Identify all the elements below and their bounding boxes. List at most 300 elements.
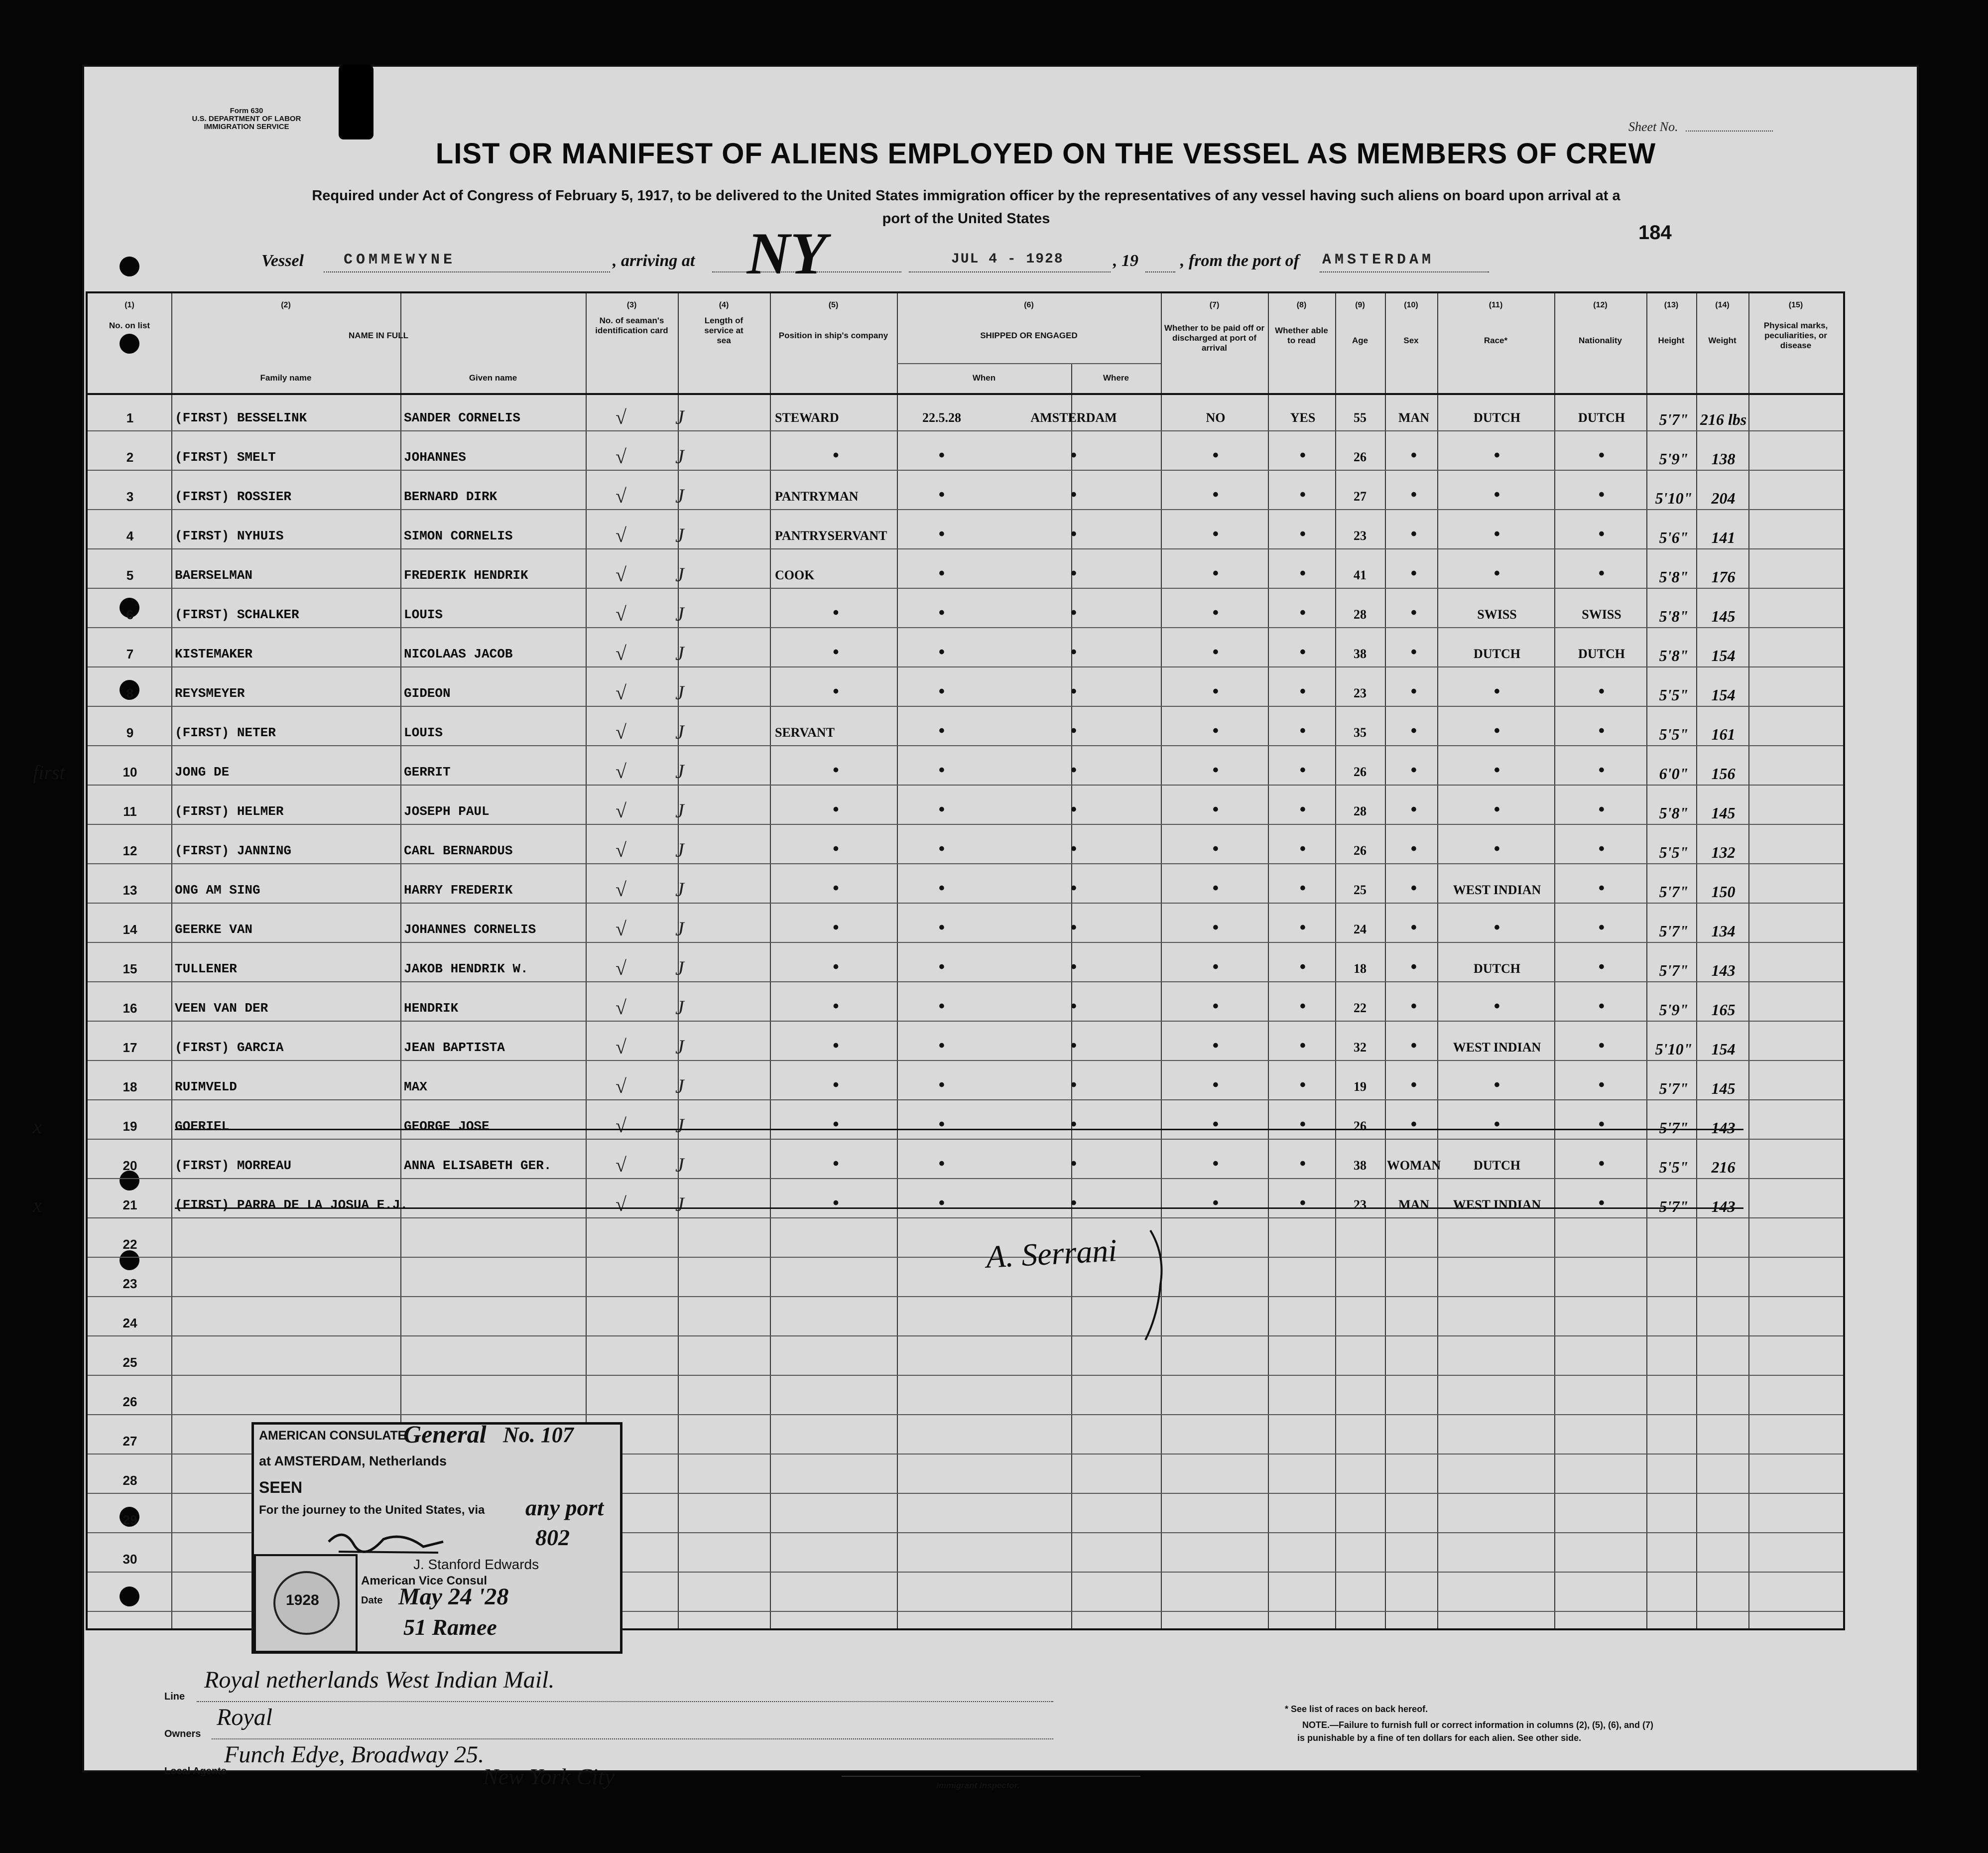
height-value: 5'8": [1659, 568, 1689, 586]
family-name: (FIRST) JANNING: [175, 843, 292, 858]
weight-value: 143: [1711, 961, 1736, 979]
height-value: 5'7": [1659, 961, 1689, 979]
col-number: (15): [1788, 301, 1803, 309]
family-name: (FIRST) SMELT: [175, 450, 276, 465]
subtitle-line: port of the United States: [882, 211, 1050, 227]
ditto-mark: •: [1300, 1115, 1306, 1134]
family-name: GEERKE VAN: [175, 922, 253, 937]
ditto-mark: •: [1071, 918, 1077, 937]
year-blank: [1145, 271, 1175, 272]
row-number: 27: [123, 1434, 137, 1449]
row-rule: [88, 745, 1843, 746]
ditto-mark: •: [1411, 446, 1417, 465]
ditto-mark: •: [833, 1075, 839, 1094]
ditto-mark: •: [1213, 957, 1219, 976]
ditto-mark: •: [1213, 1075, 1219, 1094]
ditto-mark: •: [939, 1193, 945, 1212]
row-number: 12: [123, 843, 137, 858]
height-value: 5'8": [1659, 804, 1689, 822]
sheet-no-blank: [1686, 131, 1773, 132]
agents-city: New York City: [483, 1764, 615, 1789]
ditto-mark: •: [1300, 879, 1306, 898]
weight-value: 145: [1711, 607, 1736, 625]
row-number: 9: [126, 725, 134, 740]
weight-value: 141: [1711, 529, 1736, 546]
col-length-service: Length of service at sea: [704, 316, 744, 345]
ditto-mark: •: [1213, 643, 1219, 662]
position-value: STEWARD: [775, 410, 839, 425]
id-card-check: √: [616, 799, 626, 822]
port-blank: [1320, 271, 1489, 272]
ditto-mark: •: [1599, 721, 1605, 740]
age-value: 26: [1354, 1119, 1367, 1133]
col-weight: Weight: [1708, 336, 1737, 345]
family-name: ONG AM SING: [175, 883, 260, 898]
family-name: (FIRST) BESSELINK: [175, 410, 307, 425]
ditto-mark: •: [1599, 997, 1605, 1016]
row-number: 2: [126, 450, 134, 465]
service-check: J: [675, 1114, 684, 1137]
col-number: (5): [828, 301, 839, 309]
row-number: 11: [123, 804, 137, 819]
race-value: DUTCH: [1474, 961, 1520, 976]
service-check: J: [675, 1036, 684, 1058]
date-blank: [909, 271, 1111, 272]
family-name: (FIRST) ROSSIER: [175, 489, 292, 504]
row-rule: [88, 785, 1843, 786]
row-number: 3: [126, 489, 134, 504]
row-number: 7: [126, 647, 134, 662]
age-value: 26: [1354, 765, 1367, 779]
ditto-mark: •: [1213, 879, 1219, 898]
stamp-line4: For the journey to the United States, via: [259, 1503, 485, 1517]
weight-value: 165: [1711, 1001, 1736, 1019]
col-number: (14): [1715, 301, 1730, 309]
age-value: 27: [1354, 489, 1367, 504]
ditto-mark: •: [1494, 918, 1500, 937]
port-value: AMSTERDAM: [1322, 252, 1435, 268]
service-check: J: [675, 918, 684, 940]
row-rule: [88, 824, 1843, 825]
ditto-mark: •: [833, 957, 839, 976]
col-able-read: Whether able to read: [1275, 326, 1328, 345]
ditto-mark: •: [1411, 997, 1417, 1016]
weight-value: 143: [1711, 1197, 1736, 1215]
weight-value: 138: [1711, 450, 1736, 468]
read-value: YES: [1290, 410, 1316, 425]
ditto-mark: •: [1411, 957, 1417, 976]
height-value: 5'7": [1659, 1079, 1689, 1097]
ditto-mark: •: [1494, 839, 1500, 858]
given-name: NICOLAAS JACOB: [404, 647, 513, 662]
row-number: 26: [123, 1394, 137, 1409]
col-divider: [1268, 293, 1269, 1628]
col-divider: [1161, 293, 1162, 1628]
id-card-check: √: [616, 524, 626, 546]
ditto-mark: •: [1213, 1193, 1219, 1212]
ditto-mark: •: [1411, 839, 1417, 858]
row-number: 25: [123, 1355, 137, 1370]
family-name: REYSMEYER: [175, 686, 245, 701]
height-value: 5'9": [1659, 450, 1689, 468]
ditto-mark: •: [1411, 1075, 1417, 1094]
ditto-mark: •: [1411, 721, 1417, 740]
ditto-mark: •: [1411, 800, 1417, 819]
row-rule: [88, 1099, 1843, 1100]
sex-value: MAN: [1398, 410, 1430, 425]
position-value: PANTRYSERVANT: [775, 529, 887, 543]
service-check: J: [675, 603, 684, 625]
race-value: WEST INDIAN: [1453, 1197, 1541, 1212]
ditto-mark: •: [1411, 682, 1417, 701]
family-name: (FIRST) NETER: [175, 725, 276, 740]
sex-value: WOMAN: [1386, 1158, 1441, 1173]
where-value: AMSTERDAM: [1030, 410, 1117, 425]
stamp-line2: at AMSTERDAM, Netherlands: [259, 1454, 447, 1468]
age-value: 38: [1354, 1158, 1367, 1173]
ditto-mark: •: [1071, 800, 1077, 819]
row-rule: [88, 588, 1843, 589]
ditto-mark: •: [1599, 1036, 1605, 1055]
col-paid-off: Whether to be paid off or discharged at port of arrival: [1164, 323, 1265, 353]
given-name: JOSEPH PAUL: [404, 804, 490, 819]
nationality-value: DUTCH: [1578, 410, 1625, 425]
age-value: 55: [1354, 410, 1367, 425]
ditto-mark: •: [939, 643, 945, 662]
given-name: CARL BERNARDUS: [404, 843, 513, 858]
ditto-mark: •: [1071, 957, 1077, 976]
col-number: (8): [1296, 301, 1307, 309]
col-given-name: Given name: [469, 373, 517, 383]
row-number: 14: [123, 922, 137, 937]
given-name: BERNARD DIRK: [404, 489, 497, 504]
row-rule: [88, 1257, 1843, 1258]
family-name: (FIRST) SCHALKER: [175, 607, 299, 622]
header-rule: [88, 393, 1843, 395]
id-card-check: √: [616, 406, 626, 428]
age-value: 24: [1354, 922, 1367, 936]
ditto-mark: •: [833, 839, 839, 858]
ditto-mark: •: [833, 1193, 839, 1212]
row-rule: [88, 1296, 1843, 1297]
height-value: 5'5": [1659, 686, 1689, 704]
weight-value: 145: [1711, 804, 1736, 822]
form-number: Form 630: [230, 107, 263, 115]
row-rule: [88, 1217, 1843, 1218]
service-check: J: [675, 878, 684, 901]
age-value: 22: [1354, 1001, 1367, 1015]
col-divider: [1554, 293, 1555, 1628]
ditto-mark: •: [1213, 485, 1219, 504]
subtitle-line: Required under Act of Congress of February 5, 1917, to be delivered to the United States immigration officer by the representatives of any vessel having such aliens on board upon arrival at a: [312, 188, 1620, 204]
col-height: Height: [1658, 336, 1685, 345]
ditto-mark: •: [939, 603, 945, 622]
ditto-mark: •: [1599, 564, 1605, 583]
family-name: TULLENER: [175, 961, 237, 976]
col-number: (10): [1404, 301, 1418, 309]
ditto-mark: •: [1494, 761, 1500, 780]
service-check: J: [675, 1193, 684, 1215]
row-rule: [88, 903, 1843, 904]
ditto-mark: •: [939, 918, 945, 937]
height-value: 5'7": [1659, 1197, 1689, 1215]
ditto-mark: •: [1213, 761, 1219, 780]
id-card-check: √: [616, 445, 626, 468]
ditto-mark: •: [833, 643, 839, 662]
family-name: (FIRST) MORREAU: [175, 1158, 292, 1173]
ditto-mark: •: [1071, 603, 1077, 622]
arriving-value: NY: [747, 220, 827, 286]
col-divider: [1071, 363, 1072, 1628]
row-rule: [88, 470, 1843, 471]
ditto-mark: •: [1599, 879, 1605, 898]
ditto-mark: •: [1300, 525, 1306, 543]
form-id: [164, 107, 329, 131]
col-number: (12): [1593, 301, 1608, 309]
race-value: SWISS: [1477, 607, 1517, 622]
row-rule: [88, 1375, 1843, 1376]
row-rule: [88, 863, 1843, 864]
ditto-mark: •: [1071, 525, 1077, 543]
col-family-name: Family name: [260, 373, 312, 383]
row-number: 17: [123, 1040, 137, 1055]
id-card-check: √: [616, 681, 626, 704]
margin-note: x: [33, 1194, 42, 1216]
col-position: Position in ship's company: [778, 331, 888, 340]
age-value: 23: [1354, 1197, 1367, 1212]
row-rule: [88, 1021, 1843, 1022]
col-marks: Physical marks, peculiarities, or disease: [1763, 321, 1828, 350]
stamp-via: any port: [525, 1495, 604, 1520]
row-number: 20: [123, 1158, 137, 1173]
vessel-blank: [324, 271, 610, 272]
owners-blank: [212, 1738, 1053, 1739]
age-value: 41: [1354, 568, 1367, 582]
age-value: 35: [1354, 725, 1367, 740]
row-rule: [88, 1335, 1843, 1336]
given-name: FREDERIK HENDRIK: [404, 568, 528, 583]
id-card-check: √: [616, 839, 626, 861]
height-value: 5'8": [1659, 607, 1689, 625]
col-number: (13): [1664, 301, 1679, 309]
given-name: HENDRIK: [404, 1001, 459, 1016]
row-number: 4: [126, 529, 134, 543]
ditto-mark: •: [1599, 1075, 1605, 1094]
service-check: J: [675, 721, 684, 743]
row-number: 15: [123, 961, 137, 976]
race-value: DUTCH: [1474, 1158, 1520, 1173]
stamp-general: General: [403, 1420, 487, 1448]
height-value: 5'8": [1659, 647, 1689, 664]
penalty-note-cont: is punishable by a fine of ten dollars for each alien. See other side.: [1297, 1733, 1582, 1743]
subheader-rule: [897, 363, 1161, 364]
paid-value: NO: [1206, 410, 1226, 425]
row-number: 6: [126, 607, 134, 622]
col-where: Where: [1103, 373, 1129, 383]
weight-value: 154: [1711, 647, 1736, 664]
race-value: WEST INDIAN: [1453, 1040, 1541, 1055]
ditto-mark: •: [1213, 839, 1219, 858]
height-value: 6'0": [1659, 765, 1689, 783]
col-number: (9): [1355, 301, 1365, 309]
height-value: 5'7": [1659, 922, 1689, 940]
service-check: J: [675, 406, 684, 428]
ditto-mark: •: [1071, 839, 1077, 858]
height-value: 5'5": [1659, 725, 1689, 743]
service-check: J: [675, 996, 684, 1019]
id-card-check: √: [616, 1114, 626, 1137]
ditto-mark: •: [1071, 997, 1077, 1016]
family-name: KISTEMAKER: [175, 647, 253, 662]
weight-value: 161: [1711, 725, 1736, 743]
when-value: 22.5.28: [922, 410, 961, 425]
margin-note: first: [33, 761, 65, 784]
ditto-mark: •: [1411, 485, 1417, 504]
ditto-mark: •: [1071, 485, 1077, 504]
col-divider: [171, 293, 172, 1628]
ditto-mark: •: [1300, 682, 1306, 701]
col-number: (6): [1024, 301, 1034, 309]
ditto-mark: •: [1494, 446, 1500, 465]
ditto-mark: •: [1300, 603, 1306, 622]
ditto-mark: •: [1213, 1115, 1219, 1134]
ditto-mark: •: [1071, 879, 1077, 898]
id-card-check: √: [616, 878, 626, 901]
given-name: SIMON CORNELIS: [404, 529, 513, 543]
ditto-mark: •: [1300, 1036, 1306, 1055]
given-name: LOUIS: [404, 607, 443, 622]
stamp-title: American Vice Consul: [361, 1574, 487, 1588]
col-nationality: Nationality: [1579, 336, 1622, 345]
ditto-mark: •: [833, 879, 839, 898]
ditto-mark: •: [1300, 643, 1306, 662]
ditto-mark: •: [939, 879, 945, 898]
ditto-mark: •: [1071, 1036, 1077, 1055]
seal-year: 1928: [286, 1592, 319, 1608]
ditto-mark: •: [1071, 1154, 1077, 1173]
age-value: 28: [1354, 804, 1367, 818]
row-number: 5: [126, 568, 134, 583]
ditto-mark: •: [1599, 1115, 1605, 1134]
col-number: (7): [1209, 301, 1220, 309]
row-number: 8: [126, 686, 134, 701]
row-rule: [88, 1060, 1843, 1061]
ditto-mark: •: [833, 997, 839, 1016]
ditto-mark: •: [1599, 485, 1605, 504]
service-check: J: [675, 681, 684, 704]
height-value: 5'7": [1659, 410, 1689, 428]
arrival-date-stamp: JUL 4 - 1928: [951, 252, 1064, 267]
ditto-mark: •: [1599, 446, 1605, 465]
ditto-mark: •: [1411, 603, 1417, 622]
given-name: GERRIT: [404, 765, 451, 780]
ditto-mark: •: [939, 957, 945, 976]
service: IMMIGRATION SERVICE: [204, 123, 289, 131]
ditto-mark: •: [939, 839, 945, 858]
height-value: 5'5": [1659, 843, 1689, 861]
ditto-mark: •: [1494, 485, 1500, 504]
ditto-mark: •: [833, 1115, 839, 1134]
stamp-line1: AMERICAN CONSULATE: [259, 1429, 406, 1443]
ditto-mark: •: [833, 682, 839, 701]
ditto-mark: •: [1411, 1036, 1417, 1055]
weight-value: 154: [1711, 1040, 1736, 1058]
ditto-mark: •: [1071, 446, 1077, 465]
ditto-mark: •: [939, 1075, 945, 1094]
service-check: J: [675, 563, 684, 586]
ditto-mark: •: [833, 761, 839, 780]
ditto-mark: •: [1599, 957, 1605, 976]
ditto-mark: •: [1300, 997, 1306, 1016]
ditto-mark: •: [833, 800, 839, 819]
consulate-stamp: [251, 1422, 622, 1654]
weight-value: 132: [1711, 843, 1736, 861]
height-value: 5'7": [1659, 1119, 1689, 1137]
year-label: , 19: [1113, 252, 1138, 270]
row-rule: [88, 666, 1843, 667]
height-value: 5'10": [1655, 489, 1693, 507]
margin-note: x: [33, 1115, 42, 1138]
ditto-mark: •: [1213, 1036, 1219, 1055]
col-sex: Sex: [1403, 336, 1419, 345]
ditto-mark: •: [833, 918, 839, 937]
ditto-mark: •: [1494, 800, 1500, 819]
row-rule: [88, 548, 1843, 549]
age-value: 23: [1354, 686, 1367, 700]
given-name: GEORGE JOSE: [404, 1119, 490, 1134]
ditto-mark: •: [1411, 879, 1417, 898]
col-divider: [1385, 293, 1386, 1628]
ditto-mark: •: [939, 761, 945, 780]
weight-value: 204: [1711, 489, 1736, 507]
col-divider: [770, 293, 771, 1628]
age-value: 32: [1354, 1040, 1367, 1055]
given-name: JEAN BAPTISTA: [404, 1040, 505, 1055]
ditto-mark: •: [1300, 918, 1306, 937]
ditto-mark: •: [1300, 1193, 1306, 1212]
service-check: J: [675, 760, 684, 783]
agents-label: Local Agents: [164, 1766, 227, 1777]
age-value: 28: [1354, 607, 1367, 622]
ditto-mark: •: [1071, 682, 1077, 701]
ditto-mark: •: [833, 603, 839, 622]
signature-flourish: [1140, 1225, 1175, 1345]
row-number: 19: [123, 1119, 137, 1134]
col-when: When: [972, 373, 996, 383]
sex-value: MAN: [1398, 1197, 1430, 1212]
ditto-mark: •: [1213, 525, 1219, 543]
ditto-mark: •: [1411, 918, 1417, 937]
weight-value: 176: [1711, 568, 1736, 586]
ditto-mark: •: [939, 721, 945, 740]
col-name-in-full: NAME IN FULL: [349, 331, 408, 340]
given-name: JOHANNES CORNELIS: [404, 922, 536, 937]
col-number: (2): [281, 301, 291, 309]
family-name: (FIRST) HELMER: [175, 804, 284, 819]
inspector-signature: A. Serrani: [985, 1232, 1118, 1275]
row-number: 22: [123, 1237, 137, 1252]
ditto-mark: •: [1411, 643, 1417, 662]
ditto-mark: •: [1213, 918, 1219, 937]
ditto-mark: •: [1599, 800, 1605, 819]
ditto-mark: •: [1411, 525, 1417, 543]
row-number: 30: [123, 1552, 137, 1567]
nationality-value: SWISS: [1582, 607, 1621, 622]
strike-line: [175, 1207, 1743, 1209]
stamp-date-label: Date: [361, 1595, 383, 1606]
stamp-fee-no: No. 107: [503, 1423, 574, 1447]
family-name: (FIRST) GARCIA: [175, 1040, 284, 1055]
